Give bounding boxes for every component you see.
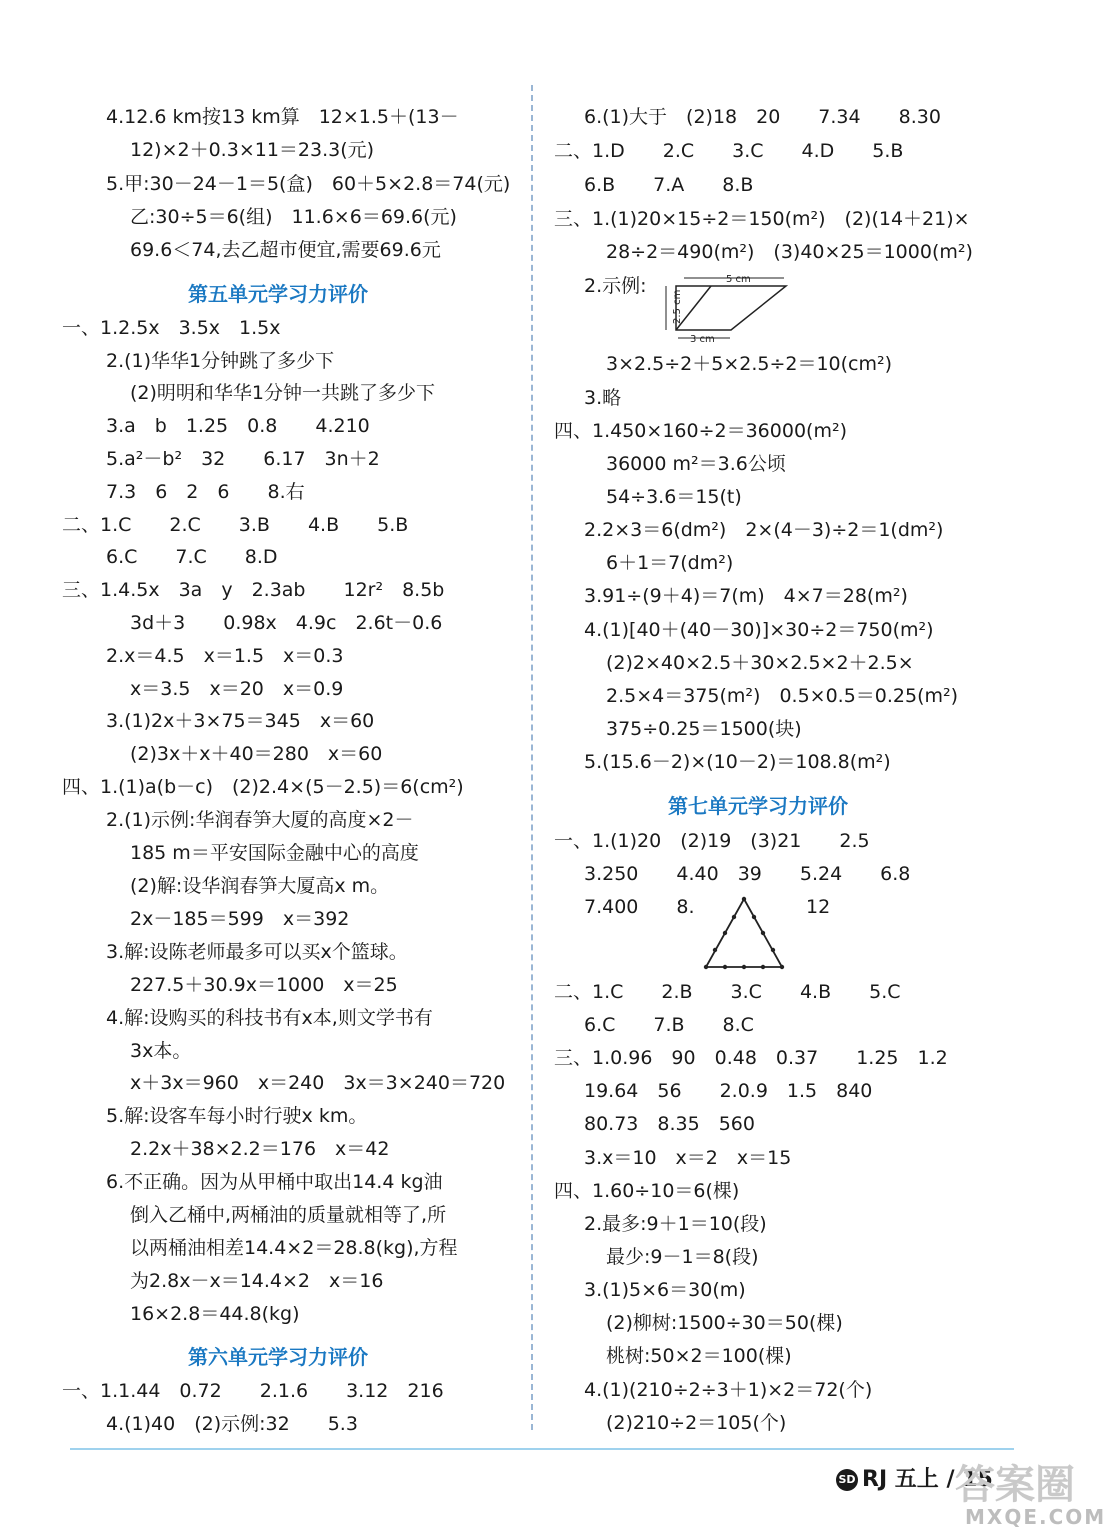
- answer-line: 4.解:设购买的科技书有x本,则文学书有: [106, 1007, 433, 1029]
- answer-line: 三、1.4.5x 3a y 2.3ab 12r² 8.5b: [62, 579, 445, 601]
- answer-line: (2)解:设华润春笋大厦高x m。: [130, 875, 390, 897]
- answer-line: 7.3 6 2 6 8.右: [106, 481, 305, 503]
- answer-line: (2)2×40×2.5＋30×2.5×2＋2.5×: [606, 652, 914, 674]
- answer-line: 69.6＜74,去乙超市便宜,需要69.6元: [130, 239, 441, 261]
- answer-line: 5.解:设客车每小时行驶x km。: [106, 1105, 368, 1127]
- answer-line: 一、1.(1)20 (2)19 (3)21 2.5: [554, 830, 870, 852]
- answer-line: 80.73 8.35 560: [584, 1113, 755, 1135]
- answer-line: 3×2.5÷2＋5×2.5÷2＝10(cm²): [606, 353, 893, 375]
- answer-line: 三、1.0.96 90 0.48 0.37 1.25 1.2: [554, 1047, 948, 1069]
- answer-line: 3.(1)2x＋3×75＝345 x＝60: [106, 710, 375, 732]
- answer-line: 185 m＝平安国际金融中心的高度: [130, 842, 419, 864]
- section-title-unit5: 第五单元学习力评价: [188, 282, 368, 306]
- answer-line: 3.略: [584, 387, 622, 409]
- section-title-unit7: 第七单元学习力评价: [668, 794, 848, 818]
- answer-line: 375÷0.25＝1500(块): [606, 718, 802, 740]
- answer-line: 四、1.450×160÷2＝36000(m²): [554, 420, 847, 442]
- answer-line: 2.(1)示例:华润春笋大厦的高度×2－: [106, 809, 414, 831]
- answer-line: 一、1.2.5x 3.5x 1.5x: [62, 317, 281, 339]
- watermark-url: MXQE.COM: [965, 1505, 1106, 1529]
- bottom-rule: [70, 1448, 1014, 1450]
- answer-line: 4.(1)[40＋(40－30)]×30÷2＝750(m²): [584, 619, 934, 641]
- answer-line: 桃树:50×2＝100(棵): [606, 1345, 792, 1367]
- answer-line: (2)明明和华华1分钟一共跳了多少下: [130, 382, 436, 404]
- fig-label-top: 5 cm: [726, 274, 751, 285]
- answer-line: (2)柳树:1500÷30＝50(棵): [606, 1312, 843, 1334]
- answer-line: 三、1.(1)20×15÷2＝150(m²) (2)(14＋21)×: [554, 208, 970, 230]
- answer-line: 四、1.(1)a(b－c) (2)2.4×(5－2.5)＝6(cm²): [62, 776, 464, 798]
- answer-line: 7.400 8.: [584, 896, 695, 918]
- answer-line: 2.示例:: [584, 275, 647, 297]
- answer-line: 54÷3.6＝15(t): [606, 486, 742, 508]
- column-divider: [531, 85, 533, 1430]
- answer-line: 二、1.D 2.C 3.C 4.D 5.B: [554, 140, 904, 162]
- answer-line: 四、1.60÷10＝6(棵): [554, 1180, 740, 1202]
- answer-line: 2x－185＝599 x＝392: [130, 908, 350, 930]
- answer-line: 3.(1)5×6＝30(m): [584, 1279, 746, 1301]
- answer-line: 227.5＋30.9x＝1000 x＝25: [130, 974, 398, 996]
- answer-line: 6.(1)大于 (2)18 20 7.34 8.30: [584, 106, 941, 128]
- answer-line: 为2.8x－x＝14.4×2 x＝16: [130, 1270, 384, 1292]
- answer-line: 一、1.1.44 0.72 2.1.6 3.12 216: [62, 1380, 444, 1402]
- answer-line: 2.(1)华华1分钟跳了多少下: [106, 350, 335, 372]
- answer-line: 6.C 7.B 8.C: [584, 1014, 754, 1036]
- answer-line: 2.2×3＝6(dm²) 2×(4－3)÷2＝1(dm²): [584, 519, 944, 541]
- answer-line: 3d＋3 0.98x 4.9c 2.6t－0.6: [130, 612, 443, 634]
- answer-line: 3.a b 1.25 0.8 4.210: [106, 415, 370, 437]
- answer-line: (2)3x＋x＋40＝280 x＝60: [130, 743, 383, 765]
- answer-line: 16×2.8＝44.8(kg): [130, 1303, 300, 1325]
- answer-line: 4.12.6 km按13 km算 12×1.5＋(13－: [106, 106, 459, 128]
- answer-line: 6.B 7.A 8.B: [584, 174, 754, 196]
- answer-line: 36000 m²＝3.6公顷: [606, 453, 786, 475]
- answer-line: 5.a²－b² 32 6.17 3n＋2: [106, 448, 380, 470]
- publisher-badge-icon: SD: [836, 1469, 858, 1491]
- answer-line: 二、1.C 2.C 3.B 4.B 5.B: [62, 514, 409, 536]
- answer-line: 以两桶油相差14.4×2＝28.8(kg),方程: [130, 1237, 458, 1259]
- answer-line: 2.最多:9＋1＝10(段): [584, 1213, 767, 1235]
- answer-line: 二、1.C 2.B 3.C 4.B 5.C: [554, 981, 901, 1003]
- answer-line: 4.(1)(210÷2÷3＋1)×2＝72(个): [584, 1379, 873, 1401]
- triangle-figure: [700, 893, 788, 973]
- answer-line: 28÷2＝490(m²) (3)40×25＝1000(m²): [606, 241, 973, 263]
- answer-line: x＋3x＝960 x＝240 3x＝3×240＝720: [130, 1072, 506, 1094]
- answer-line: 3.x＝10 x＝2 x＝15: [584, 1147, 792, 1169]
- answer-line: 3.91÷(9＋4)＝7(m) 4×7＝28(m²): [584, 585, 908, 607]
- answer-line: 乙:30÷5＝6(组) 11.6×6＝69.6(元): [130, 206, 457, 228]
- answer-line: 6.不正确。因为从甲桶中取出14.4 kg油: [106, 1171, 443, 1193]
- answer-line: 5.甲:30－24－1＝5(盒) 60＋5×2.8＝74(元): [106, 173, 511, 195]
- answer-line: 3x本。: [130, 1040, 192, 1062]
- answer-line: 4.(1)40 (2)示例:32 5.3: [106, 1413, 358, 1435]
- answer-line: 19.64 56 2.0.9 1.5 840: [584, 1080, 873, 1102]
- answer-line: 5.(15.6－2)×(10－2)＝108.8(m²): [584, 751, 891, 773]
- watermark-logo: 答案圈: [955, 1462, 1075, 1508]
- answer-line: 2.x＝4.5 x＝1.5 x＝0.3: [106, 645, 344, 667]
- answer-line: 6.C 7.C 8.D: [106, 546, 278, 568]
- answer-line: (2)210÷2＝105(个): [606, 1412, 787, 1434]
- answer-line: x＝3.5 x＝20 x＝0.9: [130, 678, 344, 700]
- section-title-unit6: 第六单元学习力评价: [188, 1345, 368, 1369]
- answer-line: 最少:9－1＝8(段): [606, 1246, 759, 1268]
- answer-line: 2.5×4＝375(m²) 0.5×0.5＝0.25(m²): [606, 685, 959, 707]
- answer-line: 6＋1＝7(dm²): [606, 552, 734, 574]
- answer-line: 12: [806, 896, 831, 918]
- fig-label-bottom: 3 cm: [690, 334, 715, 345]
- fig-label-left: 2.5 cm: [672, 289, 683, 324]
- answer-line: 2.2x＋38×2.2＝176 x＝42: [130, 1138, 390, 1160]
- answer-line: 3.解:设陈老师最多可以买x个篮球。: [106, 941, 408, 963]
- page-number: RJ 五上 / 15: [862, 1467, 993, 1492]
- trapezoid-figure: [656, 272, 796, 344]
- answer-line: 3.250 4.40 39 5.24 6.8: [584, 863, 911, 885]
- answer-line: 倒入乙桶中,两桶油的质量就相等了,所: [130, 1204, 447, 1226]
- answer-line: 12)×2＋0.3×11＝23.3(元): [130, 139, 375, 161]
